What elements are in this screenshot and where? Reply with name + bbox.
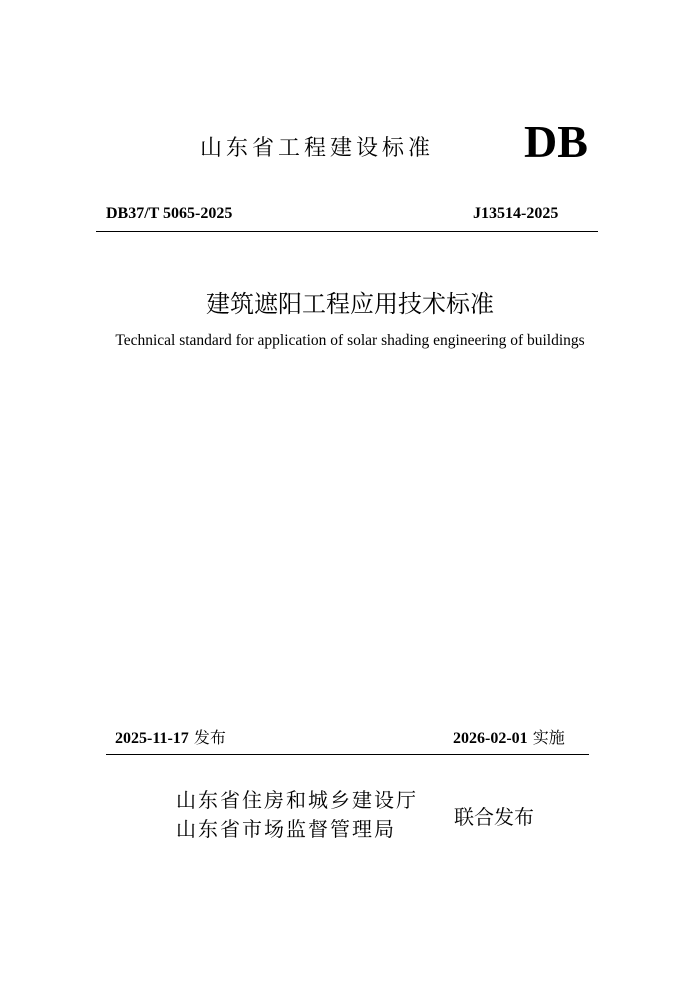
document-title-english: Technical standard for application of solar shading engineering of buildings <box>115 332 585 349</box>
standard-type: 山东省工程建设标准 <box>200 136 435 161</box>
issuer-department-2: 山东省市场监督管理局 <box>176 817 396 841</box>
joint-issue-label: 联合发布 <box>454 805 534 829</box>
issue-label: 发布 <box>193 728 226 747</box>
standard-number: DB37/T 5065-2025 <box>106 205 233 222</box>
bottom-divider <box>106 754 589 755</box>
issuer-department-1: 山东省住房和城乡建设厅 <box>176 788 418 812</box>
implement-date: 2026-02-01 <box>453 730 528 747</box>
document-title-chinese: 建筑遮阳工程应用技术标准 <box>206 290 494 318</box>
issue-date-line <box>115 728 226 749</box>
issue-date: 2025-11-17 <box>115 730 189 747</box>
top-divider <box>96 231 598 232</box>
implement-date-line <box>453 728 565 749</box>
implement-label: 实施 <box>532 728 565 747</box>
record-number: J13514-2025 <box>473 205 559 222</box>
db-mark: DB <box>524 116 588 167</box>
